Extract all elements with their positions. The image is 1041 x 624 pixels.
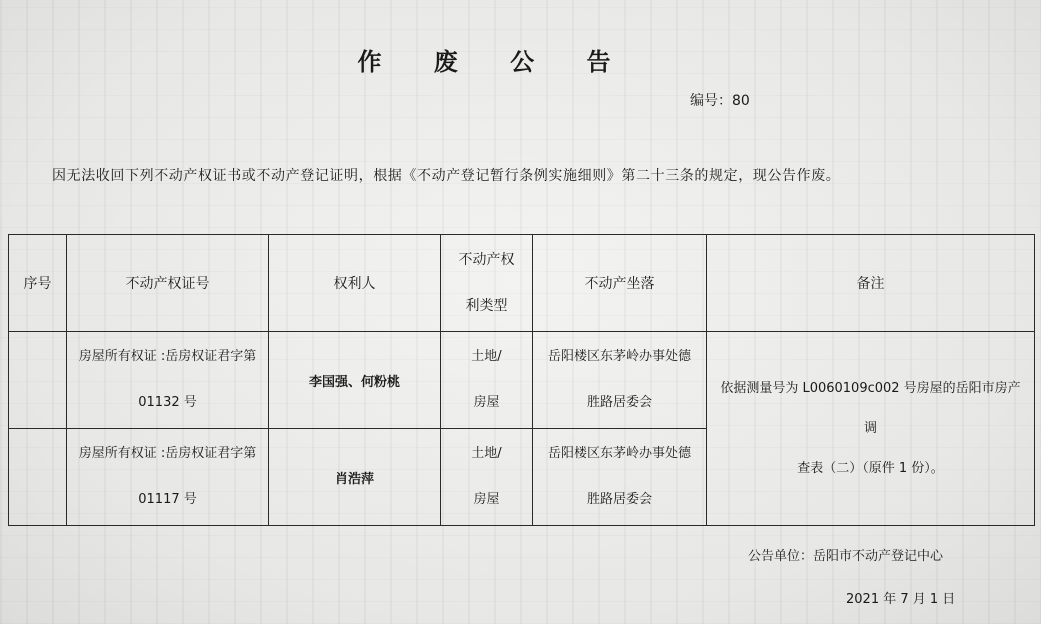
location-line2: 胜路居委会	[586, 395, 652, 410]
table-header-row	[9, 235, 1035, 332]
header-right-type	[441, 235, 533, 332]
document-number: 编号：80	[690, 93, 750, 109]
header-right-type-line2: 利类型	[465, 298, 508, 314]
remark-line1: 依据测量号为 L0060109c002 号房屋的岳阳市房产调	[720, 380, 1021, 436]
row-cert-no	[67, 332, 269, 429]
row-right-type	[441, 332, 533, 429]
row-location	[533, 429, 707, 526]
cert-no-line1: 房屋所有权证 :岳房权证君字第	[78, 349, 257, 364]
table-row	[9, 332, 1035, 429]
right-type-line1: 土地/	[471, 349, 502, 364]
row-seq	[9, 332, 67, 429]
remark-line2: 查表（二）（原件 1 份）。	[797, 460, 944, 476]
header-location: 不动产坐落	[533, 235, 707, 332]
header-cert-no: 不动产权证号	[67, 235, 269, 332]
location-line1: 岳阳楼区东茅岭办事处德	[547, 446, 691, 461]
row-seq	[9, 429, 67, 526]
row-holder: 肖浩萍	[269, 429, 441, 526]
header-remark: 备注	[707, 235, 1035, 332]
header-seq: 序号	[9, 235, 67, 332]
cert-no-line1: 房屋所有权证 :岳房权证君字第	[78, 446, 257, 461]
cert-no-line2: 01117 号	[138, 492, 197, 507]
notice-date: 2021 年 7 月 1 日	[846, 592, 956, 607]
location-line1: 岳阳楼区东茅岭办事处德	[547, 349, 691, 364]
right-type-line2: 房屋	[473, 492, 500, 507]
cert-no-line2: 01132 号	[138, 395, 197, 410]
row-cert-no	[67, 429, 269, 526]
row-right-type	[441, 429, 533, 526]
header-right-type-line1: 不动产权	[458, 252, 515, 268]
location-line2: 胜路居委会	[586, 492, 652, 507]
header-holder: 权利人	[269, 235, 441, 332]
right-type-line2: 房屋	[473, 395, 500, 410]
row-remark	[707, 332, 1035, 526]
issuing-organization: 公告单位：岳阳市不动产登记中心	[748, 549, 944, 564]
void-certificates-table	[8, 234, 1035, 526]
right-type-line1: 土地/	[471, 446, 502, 461]
notice-intro: 因无法收回下列不动产权证书或不动产登记证明，根据《不动产登记暂行条例实施细则》第二十三条的规定，现公告作废。	[52, 168, 841, 184]
row-holder: 李国强、何粉桃	[269, 332, 441, 429]
notice-title: 作 废 公 告	[357, 48, 633, 76]
row-location	[533, 332, 707, 429]
